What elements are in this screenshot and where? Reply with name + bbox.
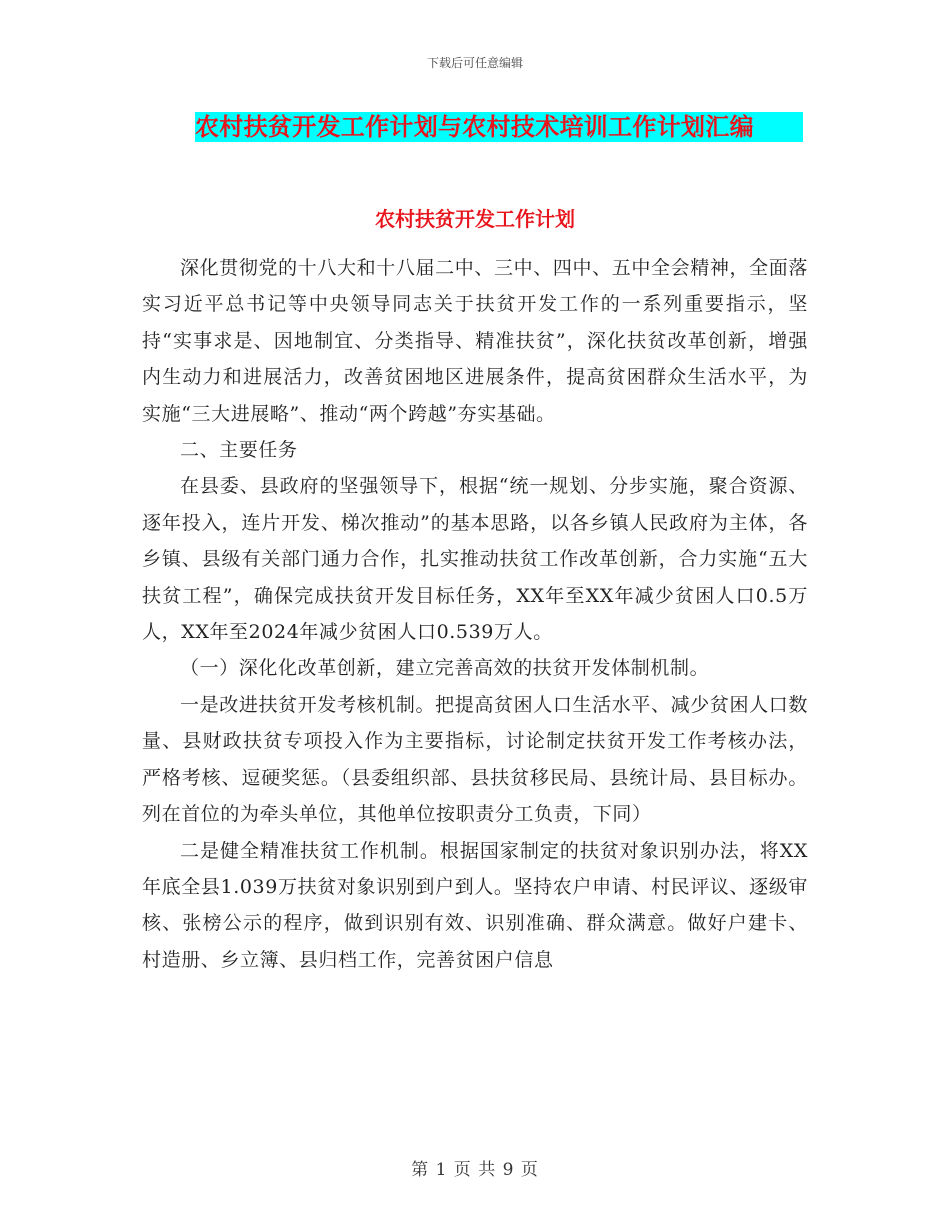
document-body <box>142 220 808 978</box>
paragraph-intro: 深化贯彻党的十八大和十八届二中、三中、四中、五中全会精神，全面落实习近平总书记等中央领导同志关于扶贫开发工作的一系列重要指示，坚持“实事求是、因地制宜、分类指导、精准扶贫”，深化扶贫改革创新，增强内生动力和进展活力，改善贫困地区进展条件，提高贫困群众生活水平，为实施“三大进展略”、推动“两个跨越”夯实基础。 <box>142 257 808 425</box>
paragraph-precision-mechanism: 二是健全精准扶贫工作机制。根据国家制定的扶贫对象识别办法，将XX年底全县1.039万扶贫对象识别到户到人。坚持农户申请、村民评议、逐级审核、张榜公示的程序，做到识别有效、识别准确、群众满意。做好户建卡、村造册、乡立簿、县归档工作，完善贫困户信息 <box>142 839 808 971</box>
paragraph-tasks-overview: 在县委、县政府的坚强领导下，根据“统一规划、分步实施，聚合资源、逐年投入，连片开发、梯次推动”的基本思路，以各乡镇人民政府为主体，各乡镇、县级有关部门通力合作，扎实推动扶贫工作改革创新，合力实施“五大扶贫工程”，确保完成扶贫开发目标任务，XX年至XX年减少贫困人口0.5万人，XX年至2024年减少贫困人口0.539万人。 <box>142 475 808 644</box>
page-header-note: 下载后可任意编辑 <box>426 56 523 70</box>
section-title: 农村扶贫开发工作计划 <box>375 207 575 231</box>
document-main-title: 农村扶贫开发工作计划与农村技术培训工作计划汇编 <box>195 112 803 142</box>
paragraph-assessment-mechanism: 一是改进扶贫开发考核机制。把提高贫困人口生活水平、减少贫困人口数量、县财政扶贫专项投入作为主要指标，讨论制定扶贫开发工作考核办法，严格考核、逗硬奖惩。（县委组织部、县扶贫移民局、县统计局、县目标办。列在首位的为牵头单位，其他单位按职责分工负责，下同） <box>142 693 808 826</box>
heading-main-tasks: 二、主要任务 <box>180 439 298 462</box>
subheading-reform: （一）深化化改革创新，建立完善高效的扶贫开发体制机制。 <box>180 657 710 680</box>
page-footer: 第 1 页 共 9 页 <box>411 1160 539 1180</box>
